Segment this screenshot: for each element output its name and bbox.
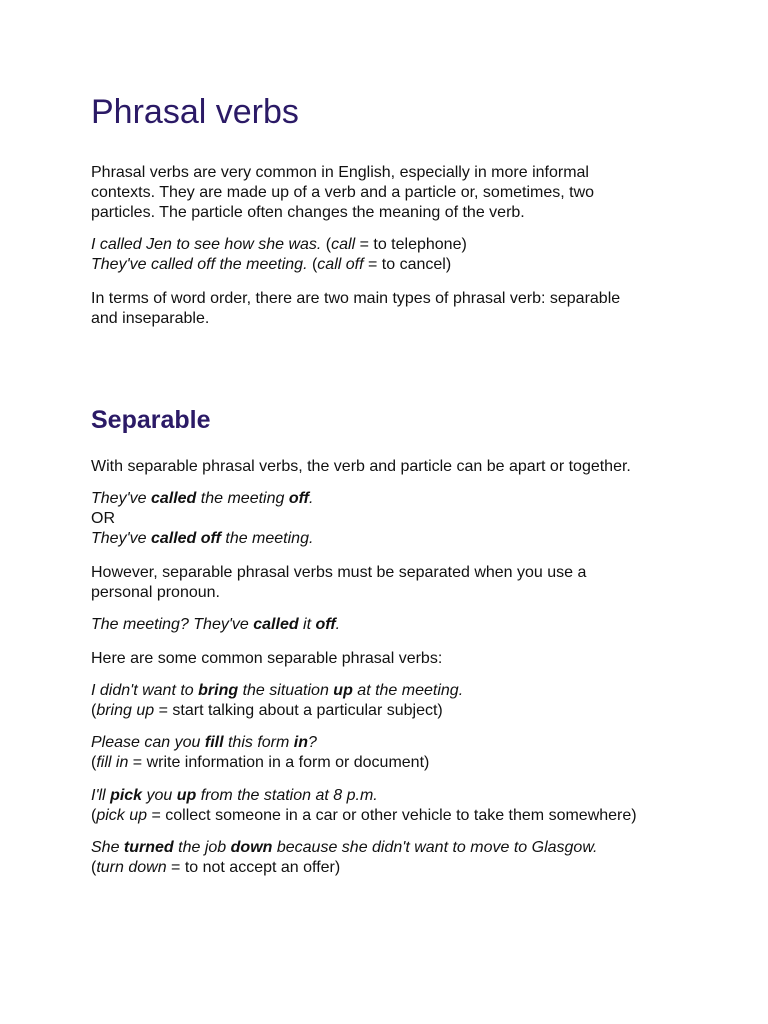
example-separated [91,489,731,509]
pronoun-note-line: However, separable phrasal verbs must be separated when you use a [91,564,587,581]
example-pronoun [91,615,731,635]
verb-example [91,733,731,753]
example-particle: up [176,787,197,804]
verb-example [91,681,731,701]
example-verb: called off [150,530,221,547]
example-sentence: I called Jen to see how she was. [91,236,322,253]
gloss-definition: = start talking about a particular subject) [154,702,443,719]
verb-example [91,786,731,806]
gloss-open: ( [321,236,332,253]
intro-paragraph [91,163,731,223]
example-verb: pick [110,787,143,804]
example-text: They've [91,530,151,547]
verb-entry-turn-down [91,838,731,878]
gloss-term: turn down [96,859,167,876]
word-order-paragraph [91,289,731,329]
intro-line: Phrasal verbs are very common in English, especially in more informal [91,164,589,181]
example-particle: up [333,682,353,699]
example-verb: turned [123,839,174,856]
example-particle: in [293,734,308,751]
gloss-term: call [331,236,356,253]
example-text: I didn't want to [91,682,199,699]
example-text: from the station at 8 p.m. [196,787,378,804]
pronoun-note [91,563,731,603]
gloss-definition: = write information in a form or document) [128,754,430,771]
intro-line: particles. The particle often changes the meaning of the verb. [91,204,525,221]
example-text: the job [173,839,231,856]
example-text: you [142,787,177,804]
gloss-open: ( [91,807,97,824]
verb-gloss [91,858,731,878]
gloss-definition: = to cancel) [363,256,452,273]
gloss-definition: = to telephone) [355,236,467,253]
example-text: this form [223,734,294,751]
word-order-line: In terms of word order, there are two main types of phrasal verb: separable [91,290,621,307]
example-text: . [335,616,341,633]
example-text: the meeting [196,490,289,507]
example-text: Please can you [91,734,205,751]
example-call-off [91,255,731,275]
example-call [91,235,731,255]
example-verb: called [150,490,197,507]
verb-gloss [91,806,731,826]
example-text: She [91,839,124,856]
example-particle: off [315,616,336,633]
example-text: the situation [238,682,334,699]
gloss-open: ( [307,256,318,273]
pronoun-example [91,615,731,635]
example-verb: fill [204,734,224,751]
example-sentence: They've called off the meeting. [91,256,308,273]
pronoun-note-line: personal pronoun. [91,584,220,601]
verb-gloss [91,701,731,721]
example-text: . [308,490,314,507]
gloss-term: fill in [96,754,129,771]
or-label: OR [91,510,115,527]
verb-entry-fill-in [91,733,731,773]
gloss-term: bring up [96,702,155,719]
list-intro-line: Here are some common separable phrasal verbs: [91,650,443,667]
separable-intro [91,457,731,477]
example-text: They've [91,490,151,507]
separable-examples [91,489,731,549]
example-verb: called [253,616,299,633]
example-verb: bring [198,682,239,699]
page-title: Phrasal verbs [91,93,299,131]
example-text: The meeting? They've [91,616,254,633]
example-particle: off [288,490,309,507]
section-heading-separable: Separable [91,406,211,434]
example-text: because she didn't want to move to Glasgow. [272,839,598,856]
verb-gloss [91,753,731,773]
gloss-open: ( [91,859,97,876]
call-examples [91,235,731,275]
gloss-open: ( [91,754,97,771]
verb-example [91,838,731,858]
example-text: I'll [91,787,111,804]
list-intro [91,649,731,669]
gloss-open: ( [91,702,97,719]
gloss-term: call off [317,256,364,273]
example-text: the meeting. [220,530,314,547]
intro-line: contexts. They are made up of a verb and a particle or, sometimes, two [91,184,595,201]
example-text: at the meeting. [352,682,464,699]
example-text: ? [307,734,317,751]
example-text: it [298,616,316,633]
word-order-line: and inseparable. [91,310,210,327]
gloss-term: pick up [96,807,148,824]
gloss-definition: = collect someone in a car or other vehicle to take them somewhere) [147,807,637,824]
separable-intro-line: With separable phrasal verbs, the verb and particle can be apart or together. [91,458,631,475]
verb-entry-pick-up [91,786,731,826]
verb-entry-bring-up [91,681,731,721]
example-together [91,529,731,549]
gloss-definition: = to not accept an offer) [166,859,341,876]
example-particle: down [230,839,273,856]
